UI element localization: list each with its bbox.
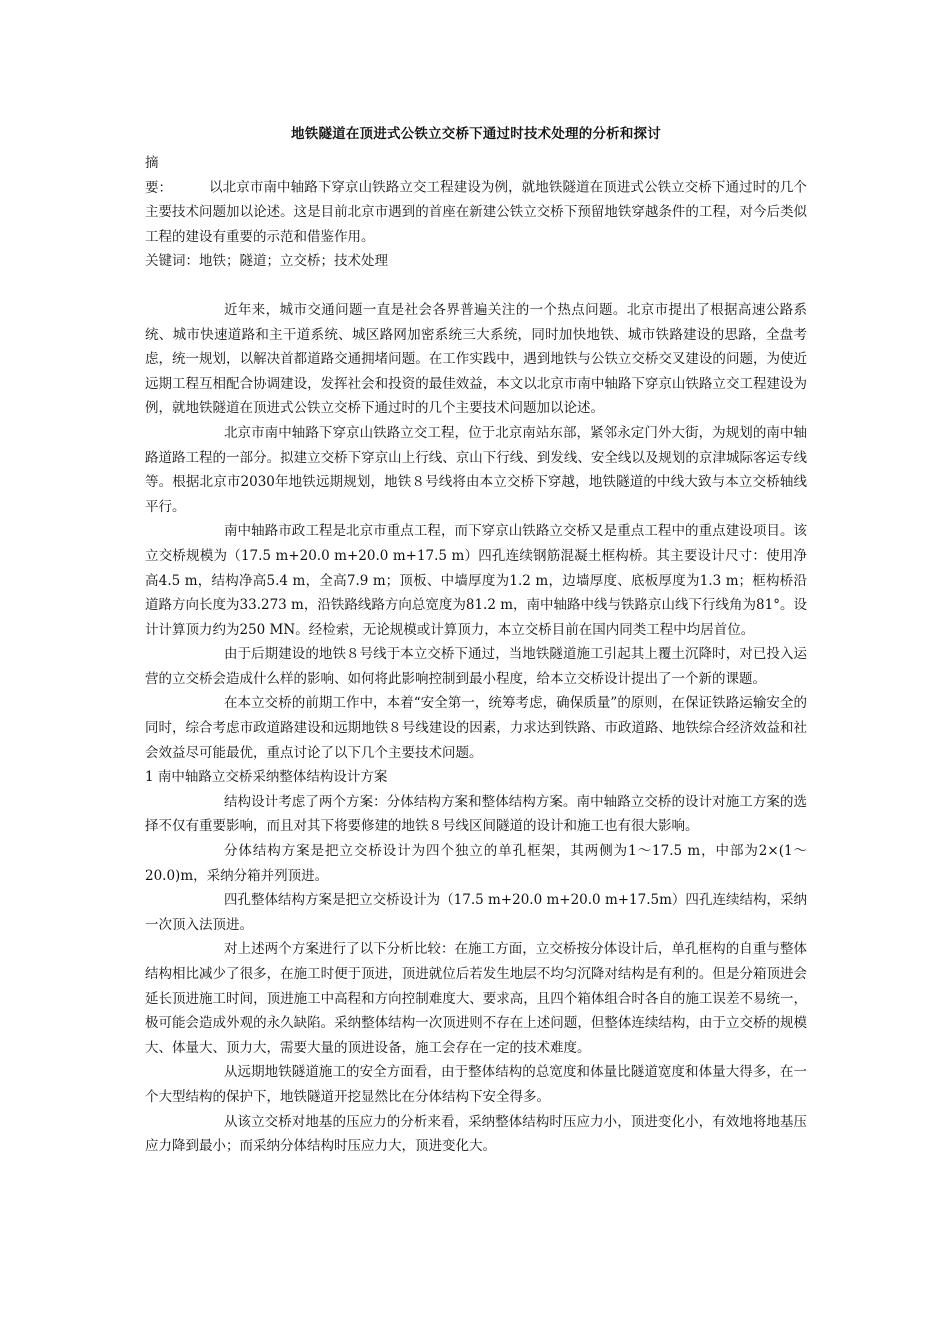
section-1-paragraph-4: 对上述两个方案进行了以下分析比较：在施工方面，立交桥按分体设计后，单孔框构的自重与整体结构相比减少了很多，在施工时便于顶进，顶进就位后若发生地层不均匀沉降对结构是有利的。但是分箱顶进会延长顶进施工时间，顶进施工中高程和方向控制难度大、要求高，且四个箱体组合时各自的施工误差不易统一，极可能会造成外观的永久缺陷。采纳整体结构一次顶进则不存在上述问题，但整体连续结构，由于立交桥的规模大、体量大、顶力大，需要大量的顶进设备，施工会存在一定的技术难度。 [145,941,807,1056]
section-1-paragraph-1: 结构设计考虑了两个方案：分体结构方案和整体结构方案。南中轴路立交桥的设计对施工方案的选择不仅有重要影响，而且对其下将要修建的地铁８号线区间隧道的设计和施工也有很大影响。 [145,793,807,835]
section-1-heading: 1 南中轴路立交桥采纳整体结构设计方案 [145,769,388,786]
document-content [145,124,807,1159]
keywords: 关键词：地铁；隧道；立交桥；技术处理 [145,253,388,270]
intro-paragraph-1: 近年来，城市交通问题一直是社会各界普遍关注的一个热点问题。北京市提出了根据高速公路系统、城市快速道路和主干道系统、城区路网加密系统三大系统，同时加快地铁、城市铁路建设的思路，全盘考虑，统一规划，以解决首都道路交通拥堵问题。在工作实践中，遇到地铁与公铁立交桥交叉建设的问题，为使近远期工程互相配合协调建设，发挥社会和投资的最佳效益，本文以北京市南中轴路下穿京山铁路立交工程建设为例，就地铁隧道在顶进式公铁立交桥下通过时的几个主要技术问题加以论述。 [145,301,807,417]
abstract [145,151,807,249]
section-1-paragraph-5: 从远期地铁隧道施工的安全方面看，由于整体结构的总宽度和体量比隧道宽度和体量大得多，在一个大型结构的保护下，地铁隧道开挖显然比在分体结构下安全得多。 [145,1064,807,1105]
intro-paragraph-4: 由于后期建设的地铁８号线于本立交桥下通过，当地铁隧道施工引起其上覆土沉降时，对已投入运营的立交桥会造成什么样的影响、如何将此影响控制到最小程度，给本立交桥设计提出了一个新的课题。 [145,646,807,687]
document-title: 地铁隧道在顶进式公铁立交桥下通过时技术处理的分析和探讨 [291,126,661,142]
intro-paragraph-2: 北京市南中轴路下穿京山铁路立交工程，位于北京南站东部，紧邻永定门外大街，为规划的南中轴路道路工程的一部分。拟建立交桥下穿京山上行线、京山下行线、到发线、安全线以及规划的京津城际客运专线等。根据北京市2030年地铁远期规划，地铁８号线将由本立交桥下穿越，地铁隧道的中线大致与本立交桥轴线平行。 [145,424,807,515]
section-1-paragraph-6: 从该立交桥对地基的压应力的分析来看，采纳整体结构时压应力小，顶进变化小，有效地将地基压应力降到最小；而采纳分体结构时压应力大，顶进变化大。 [145,1113,807,1155]
section-1-paragraph-2: 分体结构方案是把立交桥设计为四个独立的单孔框架，其两侧为1～17.5 m，中部为2×(1～20.0)m，采纳分箱并列顶进。 [145,843,807,884]
section-1-paragraph-3: 四孔整体结构方案是把立交桥设计为（17.5 m+20.0 m+20.0 m+17.5m）四孔连续结构，采纳一次顶入法顶进。 [145,892,807,933]
intro-paragraph-3: 南中轴路市政工程是北京市重点工程，而下穿京山铁路立交桥又是重点工程中的重点建设项目。该立交桥规模为（17.5 m+20.0 m+20.0 m+17.5 m）四孔连续钢筋混凝土框构桥。其主要设计尺寸：使用净高4.5 m，结构净高5.4 m，全高7.9 m；顶板、中墙厚度为1.2 m，边墙厚度、底板厚度为1.3 m；框构桥沿道路方向长度为33.273 m，沿铁路线路方向总宽度为81.2 m，南中轴路中线与铁路京山线下行线角为81°。设计计算顶力约为250 MN。经检索，无论规模或计算顶力，本立交桥目前在国内同类工程中均居首位。 [145,523,807,638]
abstract-label: 摘 要： [145,155,186,196]
abstract-text: 以北京市南中轴路下穿京山铁路立交工程建设为例，就地铁隧道在顶进式公铁立交桥下通过时的几个主要技术问题加以论述。这是目前北京市遇到的首座在新建公铁立交桥下预留地铁穿越条件的工程，对今后类似工程的建设有重要的示范和借鉴作用。 [145,179,807,245]
intro-paragraph-5: 在本立交桥的前期工作中，本着“安全第一，统筹考虑，确保质量”的原则，在保证铁路运输安全的同时，综合考虑市政道路建设和远期地铁８号线建设的因素，力求达到铁路、市政道路、地铁综合经济效益和社会效益尽可能最优，重点讨论了以下几个主要技术问题。 [145,695,807,761]
